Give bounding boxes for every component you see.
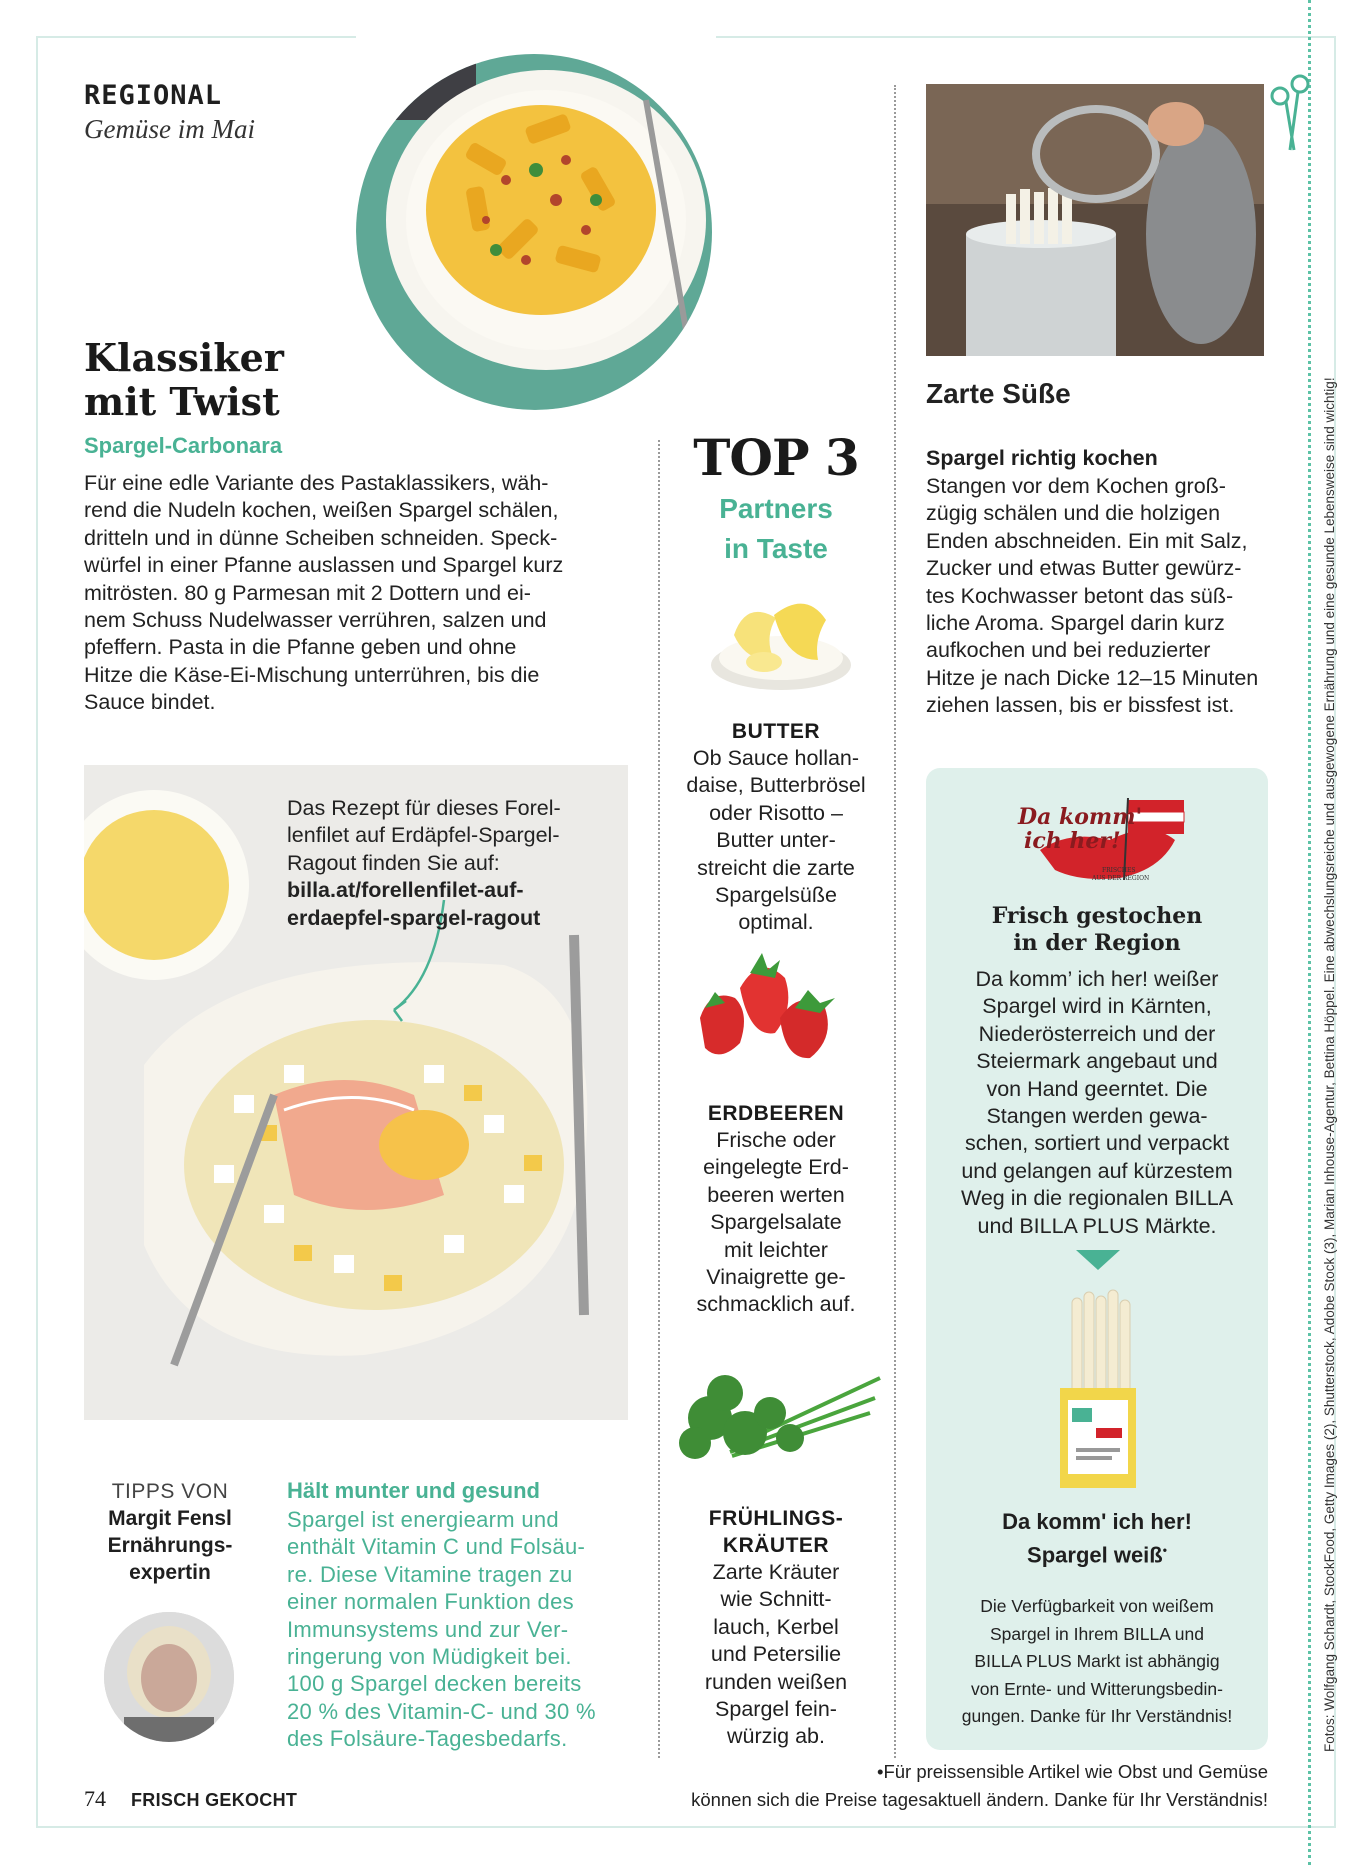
headline bbox=[84, 336, 284, 424]
tips-line: Immunsystems und zur Ver- bbox=[287, 1616, 569, 1642]
tips-byline bbox=[84, 1478, 256, 1586]
column-separator bbox=[894, 85, 896, 1758]
scissors-icon bbox=[1268, 72, 1314, 152]
promo-line: Da komm’ ich her! weißer bbox=[975, 967, 1219, 991]
promo-line: Steiermark angebaut und bbox=[976, 1049, 1218, 1074]
item-line: optimal. bbox=[738, 910, 814, 935]
svg-text:ich her!: ich her! bbox=[1024, 828, 1121, 854]
item-line: schmacklich auf. bbox=[696, 1292, 856, 1317]
expert-name: Margit Fensl bbox=[108, 1507, 232, 1530]
tip-line: Enden abschneiden. Ein mit Salz, bbox=[926, 528, 1248, 553]
da-komm-ich-her-logo bbox=[1010, 790, 1190, 890]
disclaimer-line: können sich die Preise tagesaktuell ändern. Danke für Ihr Verständnis! bbox=[691, 1788, 1268, 1810]
item-line: Spargel fein- bbox=[715, 1697, 837, 1722]
item-line: Zarte Kräuter bbox=[712, 1560, 840, 1584]
promo-line: Stangen werden gewa- bbox=[986, 1104, 1208, 1129]
product-label-line: Da komm' ich her! bbox=[1002, 1509, 1192, 1534]
note-line: BILLA PLUS Markt ist abhängig bbox=[974, 1651, 1220, 1671]
item-name: ERDBEEREN bbox=[707, 1102, 845, 1125]
headline-line: Klassiker bbox=[84, 335, 284, 380]
butter-icon bbox=[706, 590, 856, 695]
strawberry-icon bbox=[680, 948, 860, 1070]
recipe-line: nem Schuss Nudelwasser verrühren, salzen und bbox=[84, 608, 547, 633]
tip-line: Stangen vor dem Kochen groß- bbox=[926, 474, 1226, 498]
tips-line: enthält Vitamin C und Folsäu- bbox=[287, 1534, 586, 1560]
product-label bbox=[926, 1508, 1268, 1569]
cooking-tip-title: Spargel richtig kochen bbox=[926, 446, 1158, 470]
promo-line: schen, sortiert und verpackt bbox=[964, 1131, 1230, 1156]
tip-line: Zucker und etwas Butter gewürz- bbox=[926, 556, 1242, 581]
asparagus-package bbox=[1054, 1288, 1142, 1496]
promo-line: Niederösterreich und der bbox=[978, 1021, 1216, 1046]
item-name: KRÄUTER bbox=[722, 1534, 830, 1557]
tips-line: 100 g Spargel decken bereits bbox=[287, 1671, 582, 1697]
recipe-line: würfel in einer Pfanne auslassen und Spargel kurz bbox=[84, 553, 564, 578]
tips-line: des Folsäure-Tagesbedarfs. bbox=[287, 1726, 568, 1752]
tips-text bbox=[287, 1506, 627, 1753]
herbs-icon bbox=[670, 1338, 890, 1468]
footnote-mark: • bbox=[1162, 1543, 1167, 1557]
price-disclaimer bbox=[691, 1758, 1268, 1813]
top3-title: TOP 3 bbox=[693, 428, 859, 487]
availability-note bbox=[926, 1593, 1268, 1731]
top3-item-herbs bbox=[662, 1505, 890, 1751]
svg-text:FRISCHES: FRISCHES bbox=[1102, 867, 1136, 874]
svg-text:AUS DER REGION: AUS DER REGION bbox=[1092, 875, 1150, 882]
tips-label: TIPPS VON bbox=[111, 1480, 229, 1503]
tips-line: re. Diese Vitamine tragen zu bbox=[287, 1561, 573, 1587]
section-subtitle: Gemüse im Mai bbox=[84, 114, 255, 144]
page-number: 74 bbox=[84, 1786, 106, 1811]
product-name: Spargel weiß bbox=[1027, 1542, 1163, 1568]
tips-line: einer normalen Funktion des bbox=[287, 1589, 574, 1615]
item-name: FRÜHLINGS- bbox=[708, 1507, 844, 1530]
tips-line: ringerung von Müdigkeit bei. bbox=[287, 1644, 572, 1670]
top3-subtitle-line: Partners bbox=[719, 493, 833, 524]
tips-line: 20 % des Vitamin-C- und 30 % bbox=[287, 1698, 596, 1724]
promo-line: Weg in die regionalen BILLA bbox=[960, 1186, 1234, 1211]
top3-header bbox=[662, 428, 890, 569]
item-line: streicht die zarte bbox=[697, 855, 855, 880]
magazine-name: FRISCH GEKOCHT bbox=[131, 1790, 298, 1810]
item-line: Spargelsalate bbox=[710, 1210, 842, 1235]
recipe-line: dritteln und in dünne Scheiben schneiden. Speck- bbox=[84, 525, 558, 550]
tips-line: Spargel ist energiearm und bbox=[287, 1507, 559, 1532]
promo-line: und BILLA PLUS Märkte. bbox=[977, 1213, 1217, 1238]
item-name: BUTTER bbox=[731, 720, 821, 743]
top3-item-strawberries bbox=[662, 1100, 890, 1319]
asparagus-cooking-photo bbox=[926, 84, 1264, 356]
item-line: wie Schnitt- bbox=[720, 1587, 832, 1612]
section-kicker: REGIONAL bbox=[84, 80, 223, 111]
column-separator bbox=[658, 440, 660, 1758]
item-line: beeren werten bbox=[707, 1182, 845, 1207]
item-line: Ob Sauce hollan- bbox=[692, 746, 860, 770]
top3-subtitle bbox=[662, 489, 890, 569]
recipe-link[interactable]: billa.at/forellenfilet-auf- bbox=[287, 878, 524, 903]
promo-line: Spargel wird in Kärnten, bbox=[982, 994, 1212, 1019]
item-line: Vinaigrette ge- bbox=[706, 1265, 846, 1290]
caption-line: Das Rezept für dieses Forel- bbox=[287, 796, 561, 820]
recipe-line: Hitze die Käse-Ei-Mischung unterrühren, bis die bbox=[84, 662, 540, 687]
recipe-link[interactable]: erdaepfel-spargel-ragout bbox=[287, 905, 541, 930]
triangle-down-icon bbox=[1076, 1250, 1120, 1270]
item-line: Spargelsüße bbox=[715, 883, 837, 908]
promo-line: von Hand geerntet. Die bbox=[986, 1076, 1208, 1101]
item-line: würzig ab. bbox=[727, 1724, 825, 1749]
item-line: eingelegte Erd- bbox=[703, 1155, 849, 1180]
item-line: und Petersilie bbox=[710, 1642, 842, 1667]
tip-line: tes Kochwasser betont das süß- bbox=[926, 583, 1234, 608]
svg-text:Da komm': Da komm' bbox=[1018, 804, 1143, 830]
disclaimer-line: •Für preissensible Artikel wie Obst und Gemüse bbox=[876, 1761, 1268, 1782]
caption-line: lenfilet auf Erdäpfel-Spargel- bbox=[287, 823, 560, 848]
recipe-line: Für eine edle Variante des Pastaklassikers, wäh- bbox=[84, 471, 549, 495]
promo-line: und gelangen auf kürzestem bbox=[961, 1158, 1233, 1183]
tip-line: aufkochen und bei reduzierter bbox=[926, 638, 1211, 663]
cooking-tip-text bbox=[926, 473, 1266, 720]
tip-line: Hitze je nach Dicke 12–15 Minuten bbox=[926, 665, 1259, 690]
promo-title-line: in der Region bbox=[1013, 930, 1181, 956]
recipe-text bbox=[84, 470, 604, 717]
item-line: oder Risotto – bbox=[709, 800, 843, 825]
tip-line: ziehen lassen, bis er bissfest ist. bbox=[926, 693, 1235, 718]
pasta-carbonara-photo bbox=[356, 0, 716, 410]
promo-title-line: Frisch gestochen bbox=[991, 903, 1203, 929]
note-line: Die Verfügbarkeit von weißem bbox=[980, 1596, 1214, 1616]
top3-item-butter bbox=[662, 718, 890, 937]
item-line: mit leichter bbox=[724, 1237, 828, 1262]
tip-line: zügig schälen und die holzigen bbox=[926, 501, 1221, 526]
note-line: gungen. Danke für Ihr Verständnis! bbox=[961, 1706, 1233, 1726]
product-label-line bbox=[926, 1536, 1268, 1569]
cut-line bbox=[1308, 0, 1311, 1865]
recipe-title: Spargel-Carbonara bbox=[84, 433, 283, 458]
avatar bbox=[104, 1612, 234, 1742]
recipe-line: mitrösten. 80 g Parmesan mit 2 Dottern und ei- bbox=[84, 580, 531, 605]
expert-role: expertin bbox=[129, 1561, 211, 1584]
tips-title: Hält munter und gesund bbox=[287, 1478, 540, 1503]
item-line: runden weißen bbox=[704, 1669, 848, 1694]
photo-caption bbox=[287, 795, 561, 932]
recipe-line: pfeffern. Pasta in die Pfanne geben und ohne bbox=[84, 635, 517, 660]
top3-subtitle-line: in Taste bbox=[724, 533, 828, 564]
item-line: Butter unter- bbox=[716, 828, 836, 853]
promo-title bbox=[926, 903, 1268, 957]
right-section-title: Zarte Süße bbox=[926, 378, 1071, 409]
recipe-line: Sauce bindet. bbox=[84, 690, 216, 715]
photo-credits: Fotos: Wolfgang Schardt, StockFood, Getty Images (2), Shutterstock, Adobe Stock (3), Marian Inhouse-Agentur, Bettina Höppel. Eine abwechslungsreiche und ausgewogene Ernährung und eine gesunde Lebensweise sind wichtig! bbox=[1322, 377, 1337, 1752]
expert-role: Ernährungs- bbox=[107, 1534, 233, 1557]
caption-line: Ragout finden Sie auf: bbox=[287, 850, 500, 875]
item-line: Frische oder bbox=[716, 1128, 836, 1152]
item-line: daise, Butterbrösel bbox=[686, 773, 866, 798]
note-line: von Ernte- und Witterungsbedin- bbox=[971, 1678, 1223, 1699]
headline-line: mit Twist bbox=[84, 379, 280, 424]
tip-line: liche Aroma. Spargel darin kurz bbox=[926, 611, 1225, 636]
recipe-line: rend die Nudeln kochen, weißen Spargel schälen, bbox=[84, 498, 559, 523]
item-line: lauch, Kerbel bbox=[713, 1614, 839, 1639]
promo-text bbox=[926, 966, 1268, 1240]
note-line: Spargel in Ihrem BILLA und bbox=[989, 1623, 1205, 1644]
